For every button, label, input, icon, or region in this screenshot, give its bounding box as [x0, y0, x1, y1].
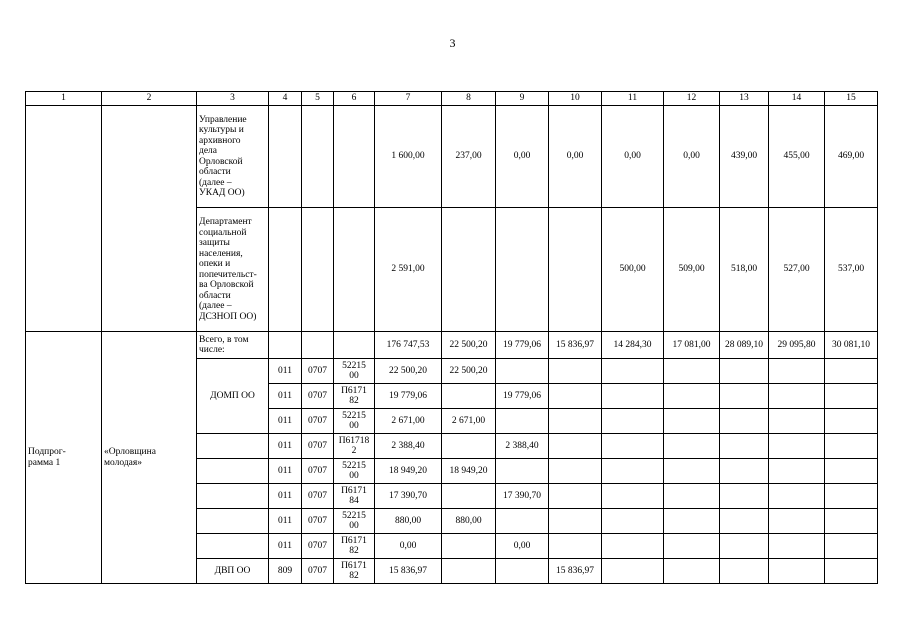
amount-cell: 19 779,06	[496, 384, 549, 409]
amount-cell	[442, 208, 496, 332]
amount-cell: 17 390,70	[496, 484, 549, 509]
name-line: (далее –	[199, 301, 232, 311]
name-line: области	[199, 290, 231, 301]
code-cell	[334, 332, 375, 359]
amount-cell	[496, 509, 549, 534]
amount-cell: 469,00	[825, 106, 878, 208]
code-cell: 809	[269, 559, 302, 584]
amount-cell: 28 089,10	[720, 332, 769, 359]
empty-name-cell	[197, 509, 269, 534]
amount-cell	[602, 534, 664, 559]
amount-cell	[769, 459, 825, 484]
code-cell	[334, 208, 375, 332]
amount-cell: 19 779,06	[496, 332, 549, 359]
amount-cell: 18 949,20	[442, 459, 496, 484]
amount-cell	[720, 459, 769, 484]
col2-empty-cell	[102, 106, 197, 332]
code-cell	[302, 208, 334, 332]
amount-cell	[664, 559, 720, 584]
header-cell: 14	[769, 92, 825, 106]
code-cell	[269, 208, 302, 332]
amount-cell	[602, 409, 664, 434]
code-cell: 011	[269, 359, 302, 384]
amount-cell: 22 500,20	[442, 359, 496, 384]
total-label-line: Всего, в том	[199, 334, 249, 345]
amount-cell	[602, 359, 664, 384]
code-cell: 011	[269, 434, 302, 459]
amount-cell	[720, 434, 769, 459]
name-line: (далее –	[199, 177, 232, 188]
header-cell: 12	[664, 92, 720, 106]
code-cell: 0707	[302, 459, 334, 484]
amount-cell	[496, 208, 549, 332]
amount-cell	[549, 509, 602, 534]
amount-cell	[825, 484, 878, 509]
amount-cell	[825, 384, 878, 409]
name-line: Управление	[199, 114, 247, 125]
subprogram-label-cell	[26, 332, 102, 584]
amount-cell	[549, 434, 602, 459]
name-line: архивного	[199, 135, 241, 146]
amount-cell	[602, 484, 664, 509]
amount-cell	[769, 559, 825, 584]
amount-cell: 2 388,40	[496, 434, 549, 459]
amount-cell: 2 671,00	[375, 409, 442, 434]
amount-cell	[720, 534, 769, 559]
code-cell	[334, 534, 375, 559]
amount-cell	[769, 384, 825, 409]
amount-cell: 15 836,97	[375, 559, 442, 584]
name-line: области	[199, 167, 231, 177]
amount-cell: 176 747,53	[375, 332, 442, 359]
amount-cell	[769, 409, 825, 434]
header-cell: 11	[602, 92, 664, 106]
amount-cell: 22 500,20	[375, 359, 442, 384]
amount-cell	[442, 484, 496, 509]
subprogram-name-line: «Орловщина	[104, 447, 156, 457]
code-cell	[269, 106, 302, 208]
amount-cell	[602, 509, 664, 534]
code-line: П6171	[341, 385, 367, 396]
header-row	[26, 92, 878, 106]
amount-cell: 15 836,97	[549, 559, 602, 584]
amount-cell: 14 284,30	[602, 332, 664, 359]
subprogram-name-line: молодая»	[104, 457, 143, 468]
code-cell	[334, 509, 375, 534]
amount-cell	[549, 534, 602, 559]
code-cell: 0707	[302, 384, 334, 409]
amount-cell: 0,00	[375, 534, 442, 559]
amount-cell	[664, 409, 720, 434]
subprogram-total-row	[26, 332, 878, 359]
total-label-line: числе:	[199, 345, 225, 355]
code-line: 00	[349, 521, 359, 531]
amount-cell: 18 949,20	[375, 459, 442, 484]
amount-cell: 500,00	[602, 208, 664, 332]
code-line: П6171	[341, 560, 367, 571]
header-cell: 7	[375, 92, 442, 106]
header-cell: 4	[269, 92, 302, 106]
amount-cell: 30 081,10	[825, 332, 878, 359]
code-cell: 011	[269, 484, 302, 509]
code-cell: 0707	[302, 509, 334, 534]
subprogram-name-cell	[102, 332, 197, 584]
empty-name-cell	[197, 459, 269, 484]
code-cell	[334, 434, 375, 459]
amount-cell: 880,00	[442, 509, 496, 534]
code-line: 84	[349, 496, 359, 506]
code-cell	[334, 459, 375, 484]
amount-cell: 22 500,20	[442, 332, 496, 359]
amount-cell: 17 390,70	[375, 484, 442, 509]
code-line: 00	[349, 371, 359, 381]
amount-cell	[825, 534, 878, 559]
amount-cell: 2 591,00	[375, 208, 442, 332]
code-cell	[334, 384, 375, 409]
code-cell	[302, 106, 334, 208]
code-line: 82	[349, 571, 359, 581]
amount-cell: 0,00	[496, 106, 549, 208]
name-line: ва Орловской	[199, 280, 254, 290]
ukad-name-cell	[197, 106, 269, 208]
amount-cell: 1 600,00	[375, 106, 442, 208]
code-line: 2	[351, 446, 357, 456]
amount-cell	[769, 484, 825, 509]
amount-cell: 0,00	[664, 106, 720, 208]
code-line: П6171	[341, 485, 367, 496]
code-cell	[302, 332, 334, 359]
name-line: опеки и	[199, 259, 231, 269]
code-cell: 0707	[302, 559, 334, 584]
amount-cell	[602, 559, 664, 584]
name-line: культуры и	[199, 125, 244, 135]
amount-cell	[442, 559, 496, 584]
header-cell: 1	[26, 92, 102, 106]
col1-empty-cell	[26, 106, 102, 332]
amount-cell	[664, 534, 720, 559]
code-cell: 0707	[302, 534, 334, 559]
amount-cell: 509,00	[664, 208, 720, 332]
name-line: защиты	[199, 238, 230, 248]
amount-cell	[720, 409, 769, 434]
amount-cell: 0,00	[496, 534, 549, 559]
amount-cell	[664, 434, 720, 459]
amount-cell	[720, 559, 769, 584]
header-cell: 8	[442, 92, 496, 106]
amount-cell	[442, 534, 496, 559]
amount-cell: 518,00	[720, 208, 769, 332]
amount-cell: 0,00	[549, 106, 602, 208]
amount-cell: 29 095,80	[769, 332, 825, 359]
amount-cell	[496, 459, 549, 484]
empty-name-cell	[197, 434, 269, 459]
code-cell: 0707	[302, 434, 334, 459]
header-cell: 10	[549, 92, 602, 106]
amount-cell	[549, 459, 602, 484]
name-line: социальной	[199, 227, 247, 238]
code-cell	[334, 409, 375, 434]
amount-cell	[769, 534, 825, 559]
amount-cell: 237,00	[442, 106, 496, 208]
amount-cell	[549, 484, 602, 509]
header-cell: 3	[197, 92, 269, 106]
domp-cell: ДОМП ОО	[197, 359, 269, 434]
amount-cell	[442, 434, 496, 459]
amount-cell: 17 081,00	[664, 332, 720, 359]
amount-cell: 2 671,00	[442, 409, 496, 434]
code-line: 00	[349, 471, 359, 481]
code-line: 52215	[342, 510, 366, 521]
amount-cell	[825, 509, 878, 534]
code-cell: 0707	[302, 409, 334, 434]
amount-cell	[769, 509, 825, 534]
amount-cell	[549, 208, 602, 332]
amount-cell	[825, 359, 878, 384]
amount-cell: 527,00	[769, 208, 825, 332]
name-line: попечительст-	[199, 269, 257, 280]
subprogram-label-line: рамма 1	[28, 457, 61, 468]
amount-cell	[549, 359, 602, 384]
amount-cell	[664, 484, 720, 509]
amount-cell: 15 836,97	[549, 332, 602, 359]
name-line: Департамент	[199, 217, 252, 227]
amount-cell	[720, 509, 769, 534]
amount-cell	[769, 359, 825, 384]
name-line: дела	[199, 146, 218, 156]
code-line: П61718	[338, 435, 370, 446]
code-cell: 011	[269, 509, 302, 534]
subprogram-label-line: Подпрог-	[28, 447, 66, 457]
amount-cell: 439,00	[720, 106, 769, 208]
amount-cell	[496, 359, 549, 384]
code-cell: 0707	[302, 484, 334, 509]
amount-cell	[549, 384, 602, 409]
amount-cell	[664, 384, 720, 409]
amount-cell	[825, 434, 878, 459]
amount-cell	[496, 559, 549, 584]
empty-name-cell	[197, 534, 269, 559]
code-line: 82	[349, 396, 359, 406]
amount-cell	[664, 459, 720, 484]
code-cell	[334, 359, 375, 384]
ukad-row	[26, 106, 878, 208]
amount-cell	[602, 384, 664, 409]
amount-cell: 0,00	[602, 106, 664, 208]
code-line: 52215	[342, 360, 366, 371]
code-cell	[334, 106, 375, 208]
name-line: населения,	[199, 248, 243, 259]
amount-cell	[825, 459, 878, 484]
code-line: П6171	[341, 535, 367, 546]
amount-cell: 537,00	[825, 208, 878, 332]
name-line: ДСЗНОП ОО)	[199, 311, 257, 322]
budget-table	[25, 91, 878, 584]
header-cell: 15	[825, 92, 878, 106]
header-cell: 13	[720, 92, 769, 106]
amount-cell: 455,00	[769, 106, 825, 208]
empty-name-cell	[197, 484, 269, 509]
code-line: 00	[349, 421, 359, 431]
header-cell: 6	[334, 92, 375, 106]
code-cell: 011	[269, 459, 302, 484]
amount-cell: 19 779,06	[375, 384, 442, 409]
code-line: 82	[349, 546, 359, 556]
amount-cell	[825, 409, 878, 434]
dsznop-name-cell	[197, 208, 269, 332]
amount-cell	[720, 359, 769, 384]
amount-cell	[496, 409, 549, 434]
total-label-cell	[197, 332, 269, 359]
amount-cell	[769, 434, 825, 459]
header-cell: 5	[302, 92, 334, 106]
amount-cell	[602, 434, 664, 459]
code-cell: 011	[269, 409, 302, 434]
amount-cell	[664, 359, 720, 384]
amount-cell	[549, 409, 602, 434]
dvp-cell: ДВП ОО	[197, 559, 269, 584]
page-number: 3	[449, 36, 456, 50]
code-line: 52215	[342, 410, 366, 421]
code-cell	[334, 484, 375, 509]
code-cell	[269, 332, 302, 359]
header-cell: 9	[496, 92, 549, 106]
header-cell: 2	[102, 92, 197, 106]
code-cell: 011	[269, 534, 302, 559]
code-cell: 0707	[302, 359, 334, 384]
name-line: Орловской	[199, 156, 243, 167]
amount-cell	[602, 459, 664, 484]
amount-cell: 880,00	[375, 509, 442, 534]
amount-cell: 2 388,40	[375, 434, 442, 459]
name-line: УКАД ОО)	[199, 188, 245, 198]
code-line: 52215	[342, 460, 366, 471]
amount-cell	[720, 484, 769, 509]
code-cell: 011	[269, 384, 302, 409]
amount-cell	[825, 559, 878, 584]
amount-cell	[664, 509, 720, 534]
amount-cell	[720, 384, 769, 409]
code-cell	[334, 559, 375, 584]
amount-cell	[442, 384, 496, 409]
